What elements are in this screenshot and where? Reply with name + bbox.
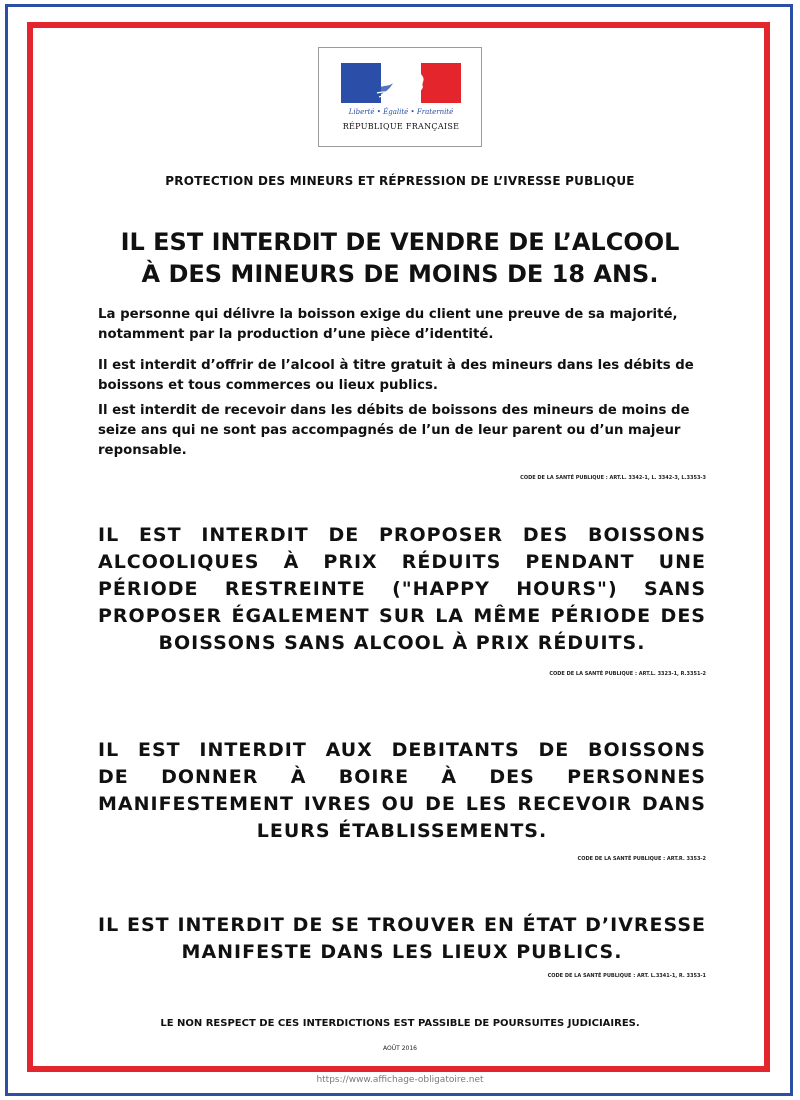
legal-reference: CODE DE LA SANTÉ PUBLIQUE : ART.R. 3353-2 <box>577 856 706 862</box>
tricolor-flag-icon <box>341 63 461 103</box>
legal-warning: LE NON RESPECT DE CES INTERDICTIONS EST PASSIBLE DE POURSUITES JUDICIAIRES. <box>160 1018 640 1029</box>
public-drunkenness-rule <box>98 912 706 966</box>
rule-line: IL EST INTERDIT AUX DEBITANTS DE BOISSONS <box>98 739 706 761</box>
republic-name: RÉPUBLIQUE FRANÇAISE <box>342 122 460 131</box>
main-headline <box>60 226 740 290</box>
legal-reference: CODE DE LA SANTÉ PUBLIQUE : ART. L.3341-1, R. 3353-1 <box>547 973 706 979</box>
rule-line: IL EST INTERDIT DE PROPOSER DES BOISSONS <box>98 524 706 546</box>
poster-subtitle: PROTECTION DES MINEURS ET RÉPRESSION DE L’IVRESSE PUBLIQUE <box>165 174 635 188</box>
rule-line: MANIFESTE DANS LES LIEUX PUBLICS. <box>181 941 623 963</box>
headline-line: IL EST INTERDIT DE VENDRE DE L’ALCOOL <box>120 228 680 256</box>
paragraph-free-alcohol: Il est interdit d’offrir de l’alcool à titre gratuit à des mineurs dans les débits de boissons et tous commerces ou lieux publics. <box>98 358 694 393</box>
headline-line: À DES MINEURS DE MOINS DE 18 ANS. <box>141 260 659 288</box>
rule-line: DE DONNER À BOIRE À DES PERSONNES <box>98 766 706 788</box>
rule-line: PÉRIODE RESTREINTE ("HAPPY HOURS") SANS <box>98 578 706 600</box>
drunk-persons-rule <box>98 737 706 845</box>
paragraph-minors-under-sixteen: Il est interdit de recevoir dans les débits de boissons des mineurs de moins de seize ans qui ne sont pas accompagnés de l’un de leur parent ou d’un majeur reponsable. <box>98 403 690 458</box>
republique-francaise-logo <box>318 47 482 147</box>
republic-motto: Liberté • Égalité • Fraternité <box>348 108 454 116</box>
rule-line: PROPOSER ÉGALEMENT SUR LA MÊME PÉRIODE DES <box>98 605 706 627</box>
legal-reference: CODE DE LA SANTÉ PUBLIQUE : ART.L. 3323-1, R.3351-2 <box>549 671 706 677</box>
paragraph-proof-of-age: La personne qui délivre la boisson exige du client une preuve de sa majorité, notamment par la production d’une pièce d’identité. <box>98 307 678 342</box>
rule-line: BOISSONS SANS ALCOOL À PRIX RÉDUITS. <box>158 632 646 654</box>
rule-line: MANIFESTEMENT IVRES OU DE LES RECEVOIR DANS <box>98 793 706 815</box>
rule-line: IL EST INTERDIT DE SE TROUVER EN ÉTAT D’IVRESSE <box>98 914 706 936</box>
source-watermark: https://www.affichage-obligatoire.net <box>316 1075 484 1085</box>
poster-date: AOÛT 2016 <box>383 1045 417 1052</box>
rule-line: ALCOOLIQUES À PRIX RÉDUITS PENDANT UNE <box>98 551 706 573</box>
rule-line: LEURS ÉTABLISSEMENTS. <box>256 820 548 842</box>
legal-reference: CODE DE LA SANTÉ PUBLIQUE : ART.L. 3342-1, L. 3342-3, L.3353-3 <box>520 475 706 481</box>
happy-hours-rule <box>98 522 706 657</box>
marianne-profile-icon <box>361 63 439 103</box>
